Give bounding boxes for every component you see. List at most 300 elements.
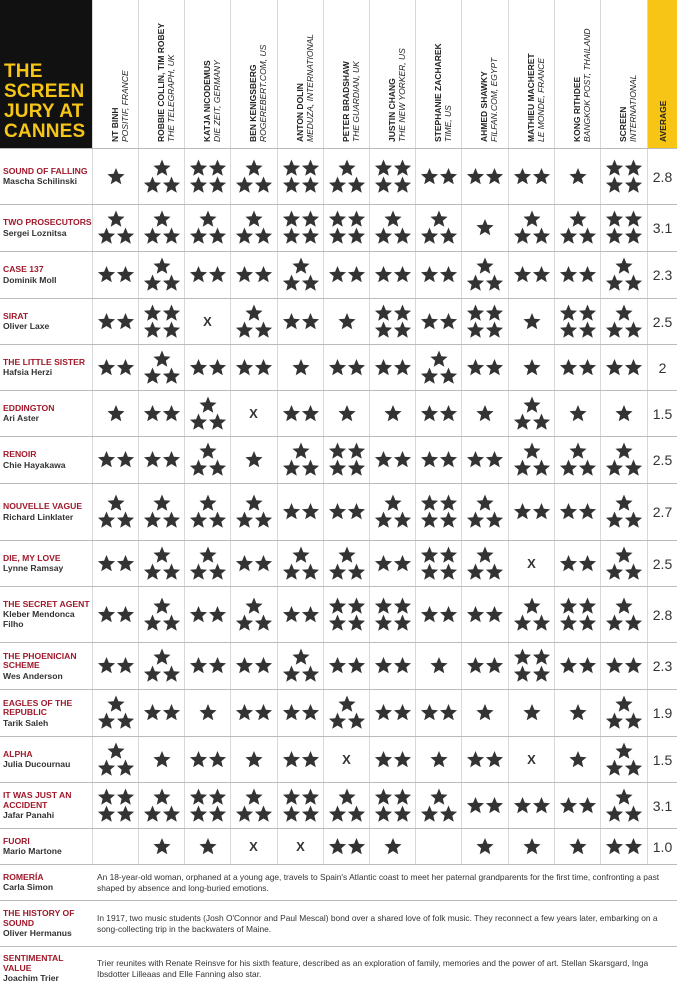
star-icon: [189, 413, 206, 429]
star-rating: [188, 788, 228, 824]
score-cell: [277, 252, 323, 298]
score-cell: [415, 437, 461, 483]
score-cell: [369, 587, 415, 642]
star-icon: [439, 313, 456, 329]
star-rating: [96, 742, 136, 778]
star-rating: [419, 350, 459, 386]
critic-name: KATJA NICODEMUS: [202, 60, 212, 142]
film-director: Sergei Loznitsa: [3, 227, 67, 238]
score-cell: [600, 690, 646, 736]
star-icon: [282, 751, 299, 767]
star-icon: [605, 275, 622, 291]
star-rating: [281, 210, 321, 246]
star-icon: [485, 606, 502, 622]
score-cell: [323, 149, 369, 204]
score-cell: [138, 690, 184, 736]
star-rating: [281, 648, 321, 684]
star-rating: [419, 605, 459, 625]
film-director: Tarik Saleh: [3, 717, 49, 728]
star-icon: [393, 657, 410, 673]
star-icon: [328, 614, 345, 630]
star-rating: [96, 265, 136, 285]
star-icon: [420, 546, 437, 562]
star-icon: [254, 266, 271, 282]
star-rating: [465, 796, 505, 816]
score-cell: [508, 829, 554, 864]
star-icon: [578, 266, 595, 282]
star-rating: [512, 597, 552, 633]
star-icon: [393, 321, 410, 337]
star-icon: [107, 405, 124, 421]
star-rating: [327, 404, 367, 424]
film-label: [0, 690, 92, 736]
star-icon: [439, 805, 456, 821]
star-icon: [374, 614, 391, 630]
star-icon: [624, 176, 641, 192]
score-cell: [92, 783, 138, 828]
star-icon: [615, 696, 632, 712]
film-label: [0, 345, 92, 390]
film-label: [0, 901, 92, 946]
star-icon: [301, 751, 318, 767]
score-cell: [369, 484, 415, 540]
star-icon: [624, 614, 641, 630]
star-icon: [466, 451, 483, 467]
film-row: [0, 298, 677, 344]
score-cell: [600, 783, 646, 828]
star-icon: [162, 512, 179, 528]
star-icon: [338, 405, 355, 421]
score-cell: [461, 484, 507, 540]
star-rating: [558, 796, 598, 816]
score-cell: [369, 643, 415, 689]
star-icon: [292, 258, 309, 274]
score-cell: [323, 205, 369, 251]
star-icon: [374, 597, 391, 613]
score-cell: [554, 149, 600, 204]
critic-header: [415, 0, 461, 148]
critic-label: [479, 58, 499, 142]
score-cell: [323, 829, 369, 864]
score-cell: [92, 643, 138, 689]
star-icon: [235, 555, 252, 571]
star-rating: [373, 404, 413, 424]
film-title: DIE, MY LOVE: [3, 552, 61, 563]
film-label: [0, 437, 92, 483]
score-cell: [277, 484, 323, 540]
score-cell: [184, 783, 230, 828]
score-cell: [92, 345, 138, 390]
star-rating: [465, 218, 505, 238]
star-rating: [281, 750, 321, 770]
star-icon: [301, 176, 318, 192]
star-icon: [208, 176, 225, 192]
critic-name: ROBBIE COLLIN, TIM ROBEY: [156, 23, 166, 142]
film-director: Joachim Trier: [3, 973, 59, 983]
score-cell: [369, 391, 415, 436]
star-rating: [373, 837, 413, 857]
star-icon: [235, 266, 252, 282]
score-cell: [230, 783, 276, 828]
star-icon: [189, 228, 206, 244]
score-cell: [92, 252, 138, 298]
score-cell: [323, 437, 369, 483]
star-rating: [465, 404, 505, 424]
score-cell: [92, 737, 138, 782]
star-icon: [189, 176, 206, 192]
star-icon: [430, 751, 447, 767]
star-icon: [199, 838, 216, 854]
score-cell: [508, 737, 554, 782]
score-cell: [230, 299, 276, 344]
star-icon: [153, 788, 170, 804]
star-rating: [96, 695, 136, 731]
star-icon: [189, 359, 206, 375]
score-cell: [369, 783, 415, 828]
star-rating: [327, 656, 367, 676]
score-cell: [508, 149, 554, 204]
star-icon: [393, 176, 410, 192]
score-cell: [184, 587, 230, 642]
star-icon: [199, 495, 216, 511]
star-icon: [559, 321, 576, 337]
star-rating: [465, 703, 505, 723]
score-cell: [508, 252, 554, 298]
star-icon: [532, 228, 549, 244]
star-rating: [604, 656, 644, 676]
star-rating: [142, 404, 182, 424]
star-icon: [153, 546, 170, 562]
star-icon: [338, 788, 355, 804]
star-icon: [605, 460, 622, 476]
star-icon: [235, 614, 252, 630]
star-rating: [558, 167, 598, 187]
star-icon: [143, 805, 160, 821]
score-cell: [277, 737, 323, 782]
critic-header: [554, 0, 600, 148]
star-icon: [162, 367, 179, 383]
star-icon: [569, 168, 586, 184]
score-cell: [461, 737, 507, 782]
score-cell: [277, 391, 323, 436]
star-icon: [116, 713, 133, 729]
star-icon: [485, 275, 502, 291]
star-icon: [393, 555, 410, 571]
star-icon: [393, 266, 410, 282]
star-icon: [393, 597, 410, 613]
star-icon: [393, 788, 410, 804]
star-icon: [328, 838, 345, 854]
film-title: NOUVELLE VAGUE: [3, 501, 83, 512]
star-icon: [208, 606, 225, 622]
star-icon: [338, 159, 355, 175]
star-icon: [254, 657, 271, 673]
star-icon: [476, 258, 493, 274]
star-icon: [116, 759, 133, 775]
film-title: SENTIMENTAL VALUE: [3, 953, 64, 973]
star-icon: [143, 666, 160, 682]
critic-publication: LE MONDE, FRANCE: [536, 57, 546, 142]
star-icon: [347, 460, 364, 476]
average-score: 2.5: [647, 541, 677, 586]
star-rating: [604, 404, 644, 424]
star-rating: [512, 648, 552, 684]
star-icon: [578, 614, 595, 630]
star-icon: [162, 304, 179, 320]
star-icon: [384, 405, 401, 421]
star-icon: [420, 313, 437, 329]
score-cell: [277, 643, 323, 689]
star-rating: [142, 597, 182, 633]
star-rating: [373, 210, 413, 246]
star-icon: [420, 512, 437, 528]
star-icon: [347, 503, 364, 519]
score-cell: [184, 391, 230, 436]
star-icon: [569, 751, 586, 767]
star-icon: [513, 649, 530, 665]
star-icon: [235, 704, 252, 720]
average-score: 3.1: [647, 783, 677, 828]
star-icon: [532, 649, 549, 665]
star-icon: [153, 159, 170, 175]
score-cell: [323, 252, 369, 298]
score-cell: [138, 643, 184, 689]
film-director: Oliver Laxe: [3, 321, 50, 332]
score-cell: [230, 690, 276, 736]
star-rating: [188, 605, 228, 625]
star-icon: [292, 649, 309, 665]
star-rating: [465, 494, 505, 530]
film-director: Mascha Schilinski: [3, 176, 78, 187]
star-icon: [384, 495, 401, 511]
star-icon: [153, 211, 170, 227]
star-icon: [153, 751, 170, 767]
star-icon: [301, 159, 318, 175]
star-icon: [328, 713, 345, 729]
star-icon: [235, 359, 252, 375]
star-icon: [254, 805, 271, 821]
star-rating: [604, 257, 644, 293]
star-rating: [234, 788, 274, 824]
score-cell: [461, 299, 507, 344]
critic-publication: INTERNATIONAL: [628, 74, 638, 142]
film-title: ROMERÍA: [3, 871, 44, 882]
star-icon: [569, 443, 586, 459]
star-rating: [512, 167, 552, 187]
star-icon: [162, 451, 179, 467]
score-cell: [600, 391, 646, 436]
score-cell: [461, 587, 507, 642]
star-icon: [347, 713, 364, 729]
score-cell: [461, 391, 507, 436]
x-mark-icon: X: [527, 752, 536, 767]
star-icon: [282, 228, 299, 244]
average-score: 1.0: [647, 829, 677, 864]
star-icon: [162, 405, 179, 421]
average-score: 2.8: [647, 587, 677, 642]
star-icon: [116, 805, 133, 821]
star-icon: [245, 451, 262, 467]
synopsis-row: [0, 900, 677, 946]
star-icon: [116, 555, 133, 571]
critic-header: [369, 0, 415, 148]
star-rating: [142, 837, 182, 857]
star-rating: [142, 257, 182, 293]
star-rating: [512, 396, 552, 432]
star-icon: [282, 405, 299, 421]
film-title: THE LITTLE SISTER: [3, 356, 86, 367]
star-icon: [430, 788, 447, 804]
star-rating: [604, 695, 644, 731]
star-icon: [439, 367, 456, 383]
star-icon: [615, 443, 632, 459]
star-rating: [188, 210, 228, 246]
star-icon: [485, 359, 502, 375]
star-icon: [97, 266, 114, 282]
film-row: [0, 390, 677, 436]
score-cell: [138, 345, 184, 390]
star-rating: [327, 546, 367, 582]
star-icon: [476, 546, 493, 562]
star-icon: [624, 805, 641, 821]
star-icon: [559, 304, 576, 320]
star-rating: [234, 265, 274, 285]
star-rating: [96, 167, 136, 187]
star-rating: [327, 695, 367, 731]
star-rating: [558, 837, 598, 857]
star-icon: [208, 788, 225, 804]
score-cell: [323, 737, 369, 782]
star-icon: [189, 159, 206, 175]
star-rating: [558, 265, 598, 285]
star-icon: [301, 805, 318, 821]
star-icon: [282, 211, 299, 227]
star-rating: [234, 304, 274, 340]
score-cell: [184, 149, 230, 204]
star-rating: [419, 404, 459, 424]
critic-header: [323, 0, 369, 148]
star-icon: [235, 657, 252, 673]
score-cell: [508, 205, 554, 251]
score-cell: [508, 541, 554, 586]
star-icon: [282, 275, 299, 291]
critic-header: [92, 0, 138, 148]
critic-label: [387, 48, 407, 142]
star-rating: [558, 554, 598, 574]
star-icon: [569, 704, 586, 720]
star-icon: [189, 657, 206, 673]
score-cell: [600, 299, 646, 344]
score-cell: [554, 484, 600, 540]
star-rating: [281, 442, 321, 478]
star-rating: [142, 450, 182, 470]
star-icon: [116, 359, 133, 375]
star-rating: [419, 450, 459, 470]
score-cell: [554, 541, 600, 586]
x-mark-icon: X: [527, 556, 536, 571]
x-mark-icon: X: [249, 406, 258, 421]
star-icon: [97, 759, 114, 775]
star-icon: [578, 228, 595, 244]
score-cell: [461, 205, 507, 251]
critic-label: [295, 34, 315, 142]
star-icon: [328, 359, 345, 375]
star-icon: [439, 563, 456, 579]
star-icon: [485, 563, 502, 579]
star-rating: [96, 605, 136, 625]
critic-header: [508, 0, 554, 148]
score-cell: [230, 149, 276, 204]
star-icon: [624, 211, 641, 227]
score-cell: [508, 299, 554, 344]
star-icon: [605, 614, 622, 630]
score-cell: [600, 484, 646, 540]
star-rating: [465, 257, 505, 293]
star-icon: [420, 228, 437, 244]
score-cell: [415, 299, 461, 344]
score-cell: [230, 541, 276, 586]
star-icon: [97, 451, 114, 467]
critic-name: BEN KENIGSBERG: [248, 64, 258, 142]
star-rating: [465, 605, 505, 625]
star-icon: [292, 443, 309, 459]
star-icon: [439, 405, 456, 421]
star-icon: [485, 451, 502, 467]
film-synopsis: Trier reunites with Renate Reinsve for his sixth feature, described as an exploration of family, memories and the power of art. Stellan Skarsgard, Inga Ibsdotter Lilleaas and Elle Fanning also star.: [97, 957, 649, 979]
star-icon: [208, 460, 225, 476]
star-rating: [558, 597, 598, 633]
score-cell: [92, 205, 138, 251]
film-director: Richard Linklater: [3, 511, 74, 522]
star-icon: [615, 304, 632, 320]
star-icon: [578, 797, 595, 813]
star-icon: [143, 451, 160, 467]
score-cell: [508, 345, 554, 390]
film-row: [0, 586, 677, 642]
star-icon: [199, 704, 216, 720]
average-score: 2.5: [647, 299, 677, 344]
star-rating: [558, 358, 598, 378]
star-icon: [476, 838, 493, 854]
star-icon: [199, 443, 216, 459]
critic-publication: THE NEW YORKER, US: [397, 48, 407, 142]
star-rating: [558, 656, 598, 676]
film-director: Chie Hayakawa: [3, 459, 66, 470]
score-cell: [277, 690, 323, 736]
score-cell: [369, 541, 415, 586]
star-icon: [485, 321, 502, 337]
star-icon: [420, 168, 437, 184]
star-icon: [282, 606, 299, 622]
star-icon: [532, 666, 549, 682]
critic-label: [526, 53, 546, 142]
star-icon: [347, 266, 364, 282]
star-icon: [374, 266, 391, 282]
star-icon: [208, 512, 225, 528]
star-icon: [513, 614, 530, 630]
star-icon: [301, 313, 318, 329]
star-icon: [485, 304, 502, 320]
star-icon: [605, 321, 622, 337]
critic-header: [600, 0, 646, 148]
star-icon: [189, 805, 206, 821]
score-cell: [323, 690, 369, 736]
star-rating: [327, 788, 367, 824]
star-icon: [301, 228, 318, 244]
star-icon: [328, 460, 345, 476]
star-icon: [116, 657, 133, 673]
film-title: TWO PROSECUTORS: [3, 217, 92, 228]
